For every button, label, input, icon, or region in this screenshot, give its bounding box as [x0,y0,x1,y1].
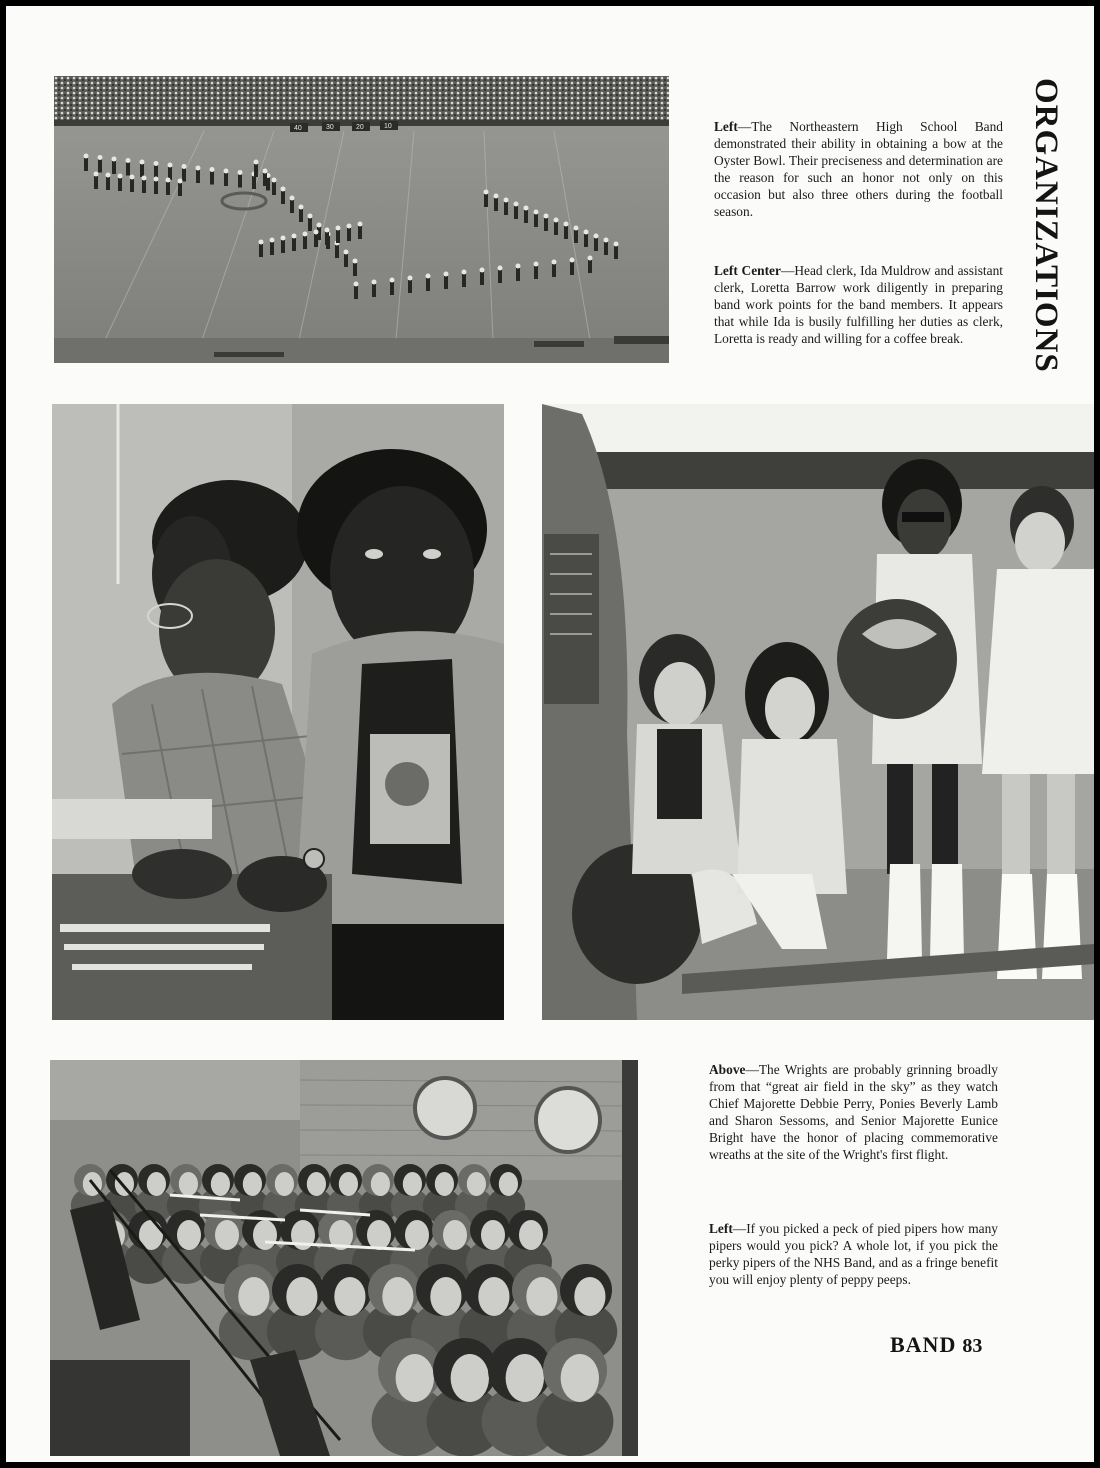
yard-number-20: 20 [356,124,364,131]
caption-majorettes [709,1061,998,1163]
caption-text: —Head clerk, Ida Muldrow and assistant clerk, Loretta Barrow work diligently in preparing band work points for the band members. It appears that while Ida is busily fulfilling her duties as clerk, Loretta is ready and willing for a coffee break. [714,263,1003,346]
majorettes-wreath-photo [542,404,1094,1020]
caption-text: —The Wrights are probably grinning broadly from that “great air field in the sky” as they watch Chief Majorette Debbie Perry, Ponies Beverly Lamb and Sharon Sessoms, and Senior Majorette Eunice Bright have the honor of placing commemorative wreaths at the site of the Wright's first flight. [709,1062,998,1162]
page-number: 83 [962,1335,983,1357]
yard-number-30: 30 [326,124,334,131]
caption-lead: Left [709,1221,733,1236]
yard-number-10: 10 [384,123,392,130]
yard-number-40: 40 [294,125,302,132]
caption-text: —If you picked a peck of pied pipers how many pipers would you pick? A whole lot, if you pick the perky pipers of the NHS Band, and as a fringe benefit you will enjoy plenty of peppy peeps. [709,1221,998,1287]
flute-section-photo [50,1060,638,1456]
caption-lead: Left Center [714,263,781,278]
caption-band-clerks [714,262,1003,347]
caption-marching-band [714,118,1003,220]
marching-band-photo [54,76,669,363]
folio-section-name: BAND [890,1332,957,1357]
band-clerks-photo [52,404,504,1020]
caption-pipers [709,1220,998,1288]
caption-text: —The Northeastern High School Band demonstrated their ability in obtaining a bow at the Oyster Bowl. Their preciseness and determination are the reason for such an honor not only on this occasion but also three others during the football season. [714,119,1003,219]
caption-lead: Left [714,119,738,134]
caption-lead: Above [709,1062,746,1077]
yearbook-page [6,6,1094,1462]
section-title: ORGANIZATIONS [1028,78,1064,373]
page-folio [890,1332,982,1358]
